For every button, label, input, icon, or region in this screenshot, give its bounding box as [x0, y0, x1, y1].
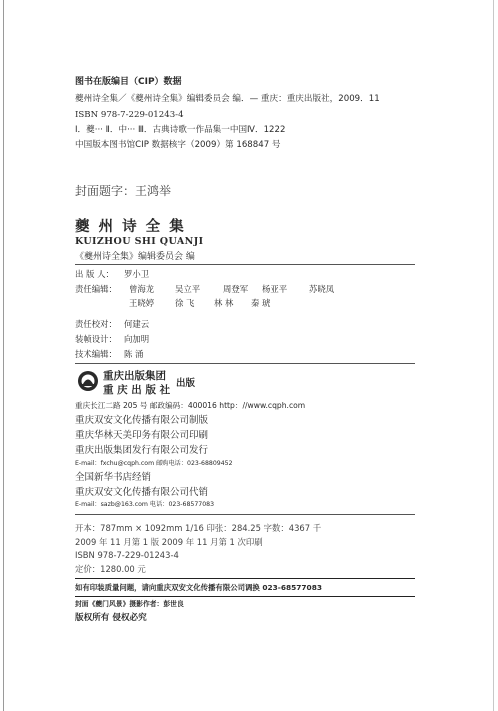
credit-proofreader-name: 何建云: [124, 319, 150, 329]
publisher-email-2: E-mail：sazb@163.com 电话：023-68577083: [75, 501, 215, 508]
book-editor: 《夔州诗全集》编辑委员会 编: [75, 252, 195, 262]
distributor-line: 全国新华书店经销: [75, 472, 152, 483]
rights-reserved: 版权所有 侵权必究: [75, 613, 147, 623]
publisher-house: 重 庆 出 版 社: [103, 384, 171, 396]
cover-inscription: 封面题字：王鸿举: [75, 184, 172, 198]
price: 定价：1280.00 元: [75, 564, 146, 574]
credit-proofreader-label: 责任校对：: [75, 319, 117, 329]
credit-publisher-name: 罗小卫: [124, 269, 150, 279]
printer-line: 重庆双安文化传播有限公司制版: [75, 415, 209, 426]
specs-isbn: ISBN 978-7-229-01243-4: [75, 550, 179, 560]
quality-notice: 如有印装质量问题，请向重庆双安文化传播有限公司调换 023-68577083: [75, 583, 322, 592]
printer-line: 重庆出版集团发行有限公司发行: [75, 445, 209, 456]
cover-photo-credit: 封面《夔门风景》摄影作者：彭世良: [75, 600, 184, 608]
cip-isbn: ISBN 978-7-229-01243-4: [75, 110, 184, 120]
publisher-address: 重庆长江二路 205 号 邮政编码：400016 http：//www.cqph.com: [75, 401, 306, 410]
format-line: 开本：787mm × 1092mm 1/16 印张：284.25 字数：4367 千: [75, 523, 322, 533]
book-title: 夔 州 诗 全 集: [75, 219, 186, 235]
notice-rule: [75, 596, 415, 597]
credit-tech-editor-label: 技术编辑：: [75, 349, 117, 359]
credit-designer-label: 装帧设计：: [75, 334, 117, 344]
credit-editor-name: 苏晓凤: [309, 284, 335, 294]
cip-line-1: 夔州诗全集／《夔州诗全集》编辑委员会 编．— 重庆：重庆出版社，2009．11: [75, 94, 380, 104]
credit-editor-name: 吴立平: [175, 284, 201, 294]
publisher-group: 重庆出版集团: [103, 370, 166, 382]
book-title-pinyin: KUIZHOU SHI QUANJI: [75, 236, 204, 247]
publisher-logo-icon: [77, 370, 99, 392]
credit-editor-name: 林 林: [214, 298, 234, 308]
page-edge-right: [493, 0, 494, 711]
credit-designer-name: 向加明: [124, 334, 150, 344]
title-rule: [75, 264, 415, 265]
page-edge-left: [3, 0, 4, 711]
credit-editors-label: 责任编辑：: [75, 284, 117, 294]
specs-rule: [75, 578, 415, 579]
cip-line-4: 中国版本图书馆CIP 数据核字（2009）第 168847 号: [75, 140, 281, 150]
publisher-rule: [75, 514, 415, 515]
credit-editor-name: 周登军: [223, 284, 249, 294]
printer-line: 重庆华林天美印务有限公司印刷: [75, 430, 209, 441]
publisher-email-1: E-mail：fxchu@cqph.com 邮购电话：023-68809452: [75, 460, 233, 467]
credit-tech-editor-name: 陈 涌: [124, 349, 144, 359]
credit-publisher-label: 出 版 人：: [75, 269, 114, 279]
credit-editor-name: 王晓婷: [129, 298, 155, 308]
credit-editor-name: 徐 飞: [175, 298, 195, 308]
edition-line: 2009 年 11 月第 1 版 2009 年 11 月第 1 次印刷: [75, 537, 263, 547]
credit-editor-name: 曾海龙: [129, 284, 155, 294]
credits-rule: [75, 363, 415, 364]
cip-line-3: Ⅰ．夔··· Ⅱ．中··· Ⅲ．古典诗歌一作品集一中国Ⅳ．1222: [75, 125, 286, 135]
credit-editor-name: 秦 琥: [251, 298, 271, 308]
publisher-chuban: 出版: [176, 378, 196, 389]
cip-heading: 图书在版编目（CIP）数据: [75, 77, 182, 87]
credit-editor-name: 杨亚平: [262, 284, 288, 294]
distributor-line: 重庆双安文化传播有限公司代销: [75, 487, 209, 498]
